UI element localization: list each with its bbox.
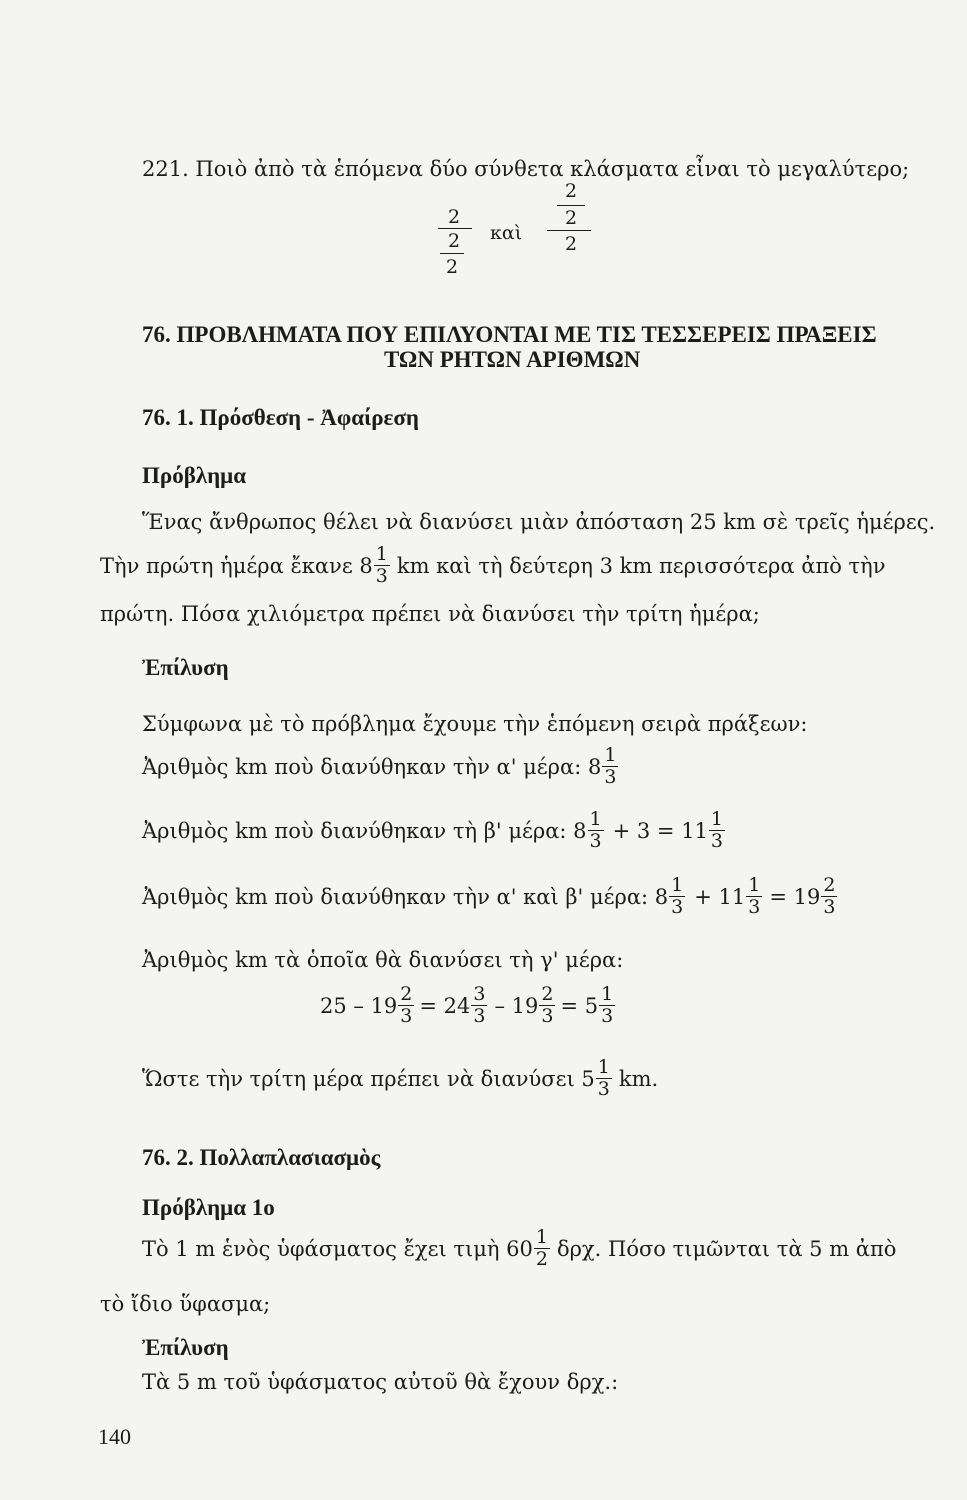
problem-label: Πρόβλημα [142, 463, 247, 488]
denominator: 3 [541, 1005, 554, 1027]
compound-fraction-right [545, 180, 593, 260]
kai-word: καὶ [490, 222, 523, 244]
fraction-one-third [602, 746, 618, 787]
denominator: 3 [597, 1078, 610, 1100]
denominator: 3 [473, 1005, 486, 1027]
problem-text-line1: Ἕνας ἄνθρωπος θέλει νὰ διανύσει μιὰν ἀπόσταση 25 km σὲ τρεῖς ἡμέρες. [142, 510, 936, 534]
fraction-one-third [709, 810, 725, 851]
section-76-title: 76. ΠΡΟΒΛΗΜΑΤΑ ΠΟΥ ΕΠΙΛΥΟΝΤΑΙ ΜΕ ΤΙΣ ΤΕΣΣΕΡΕΙΣ ΠΡΑΞΕΙΣ [142, 322, 877, 347]
denominator: 3 [601, 1005, 614, 1027]
section-76-title-line2: ΤΩΝ ΡΗΤΩΝ ΑΡΙΘΜΩΝ [384, 347, 641, 372]
denominator: 3 [589, 830, 602, 852]
eq-part-c: – 19 [494, 993, 539, 1018]
calc-line-3-text: Ἀριθμὸς km ποὺ διανύθηκαν τὴν α' καὶ β' μέρα: 8 [142, 884, 669, 909]
solution-label: Ἐπίλυση [142, 655, 229, 680]
subsection-76-1-title: 76. 1. Πρόσθεση - Ἀφαίρεση [142, 405, 419, 430]
problem-1-line2: τὸ ἴδιο ὕφασμα; [100, 1292, 271, 1316]
numerator: 1 [710, 808, 724, 830]
numerator: 1 [375, 543, 388, 565]
solution-label-2: Ἐπίλυση [142, 1335, 229, 1360]
calc-line-1 [142, 746, 619, 787]
problem-text-line3: πρώτη. Πόσα χιλιόμετρα πρέπει νὰ διανύσει τὴν τρίτη ἡμέρα; [100, 602, 760, 626]
conclusion-line [142, 1058, 658, 1099]
numerator: 1 [601, 983, 614, 1005]
frac-right-sub-bar [557, 205, 585, 206]
fraction-one-third [669, 876, 685, 917]
frac-right-num: 2 [565, 180, 578, 202]
calc-line-3-result: = 19 [769, 884, 821, 909]
subsection-76-2-title: 76. 2. Πολλαπλασιασμὸς [142, 1145, 381, 1170]
page-number: 140 [98, 1424, 131, 1449]
p2-end: km καὶ τὴ δεύτερη 3 km περισσότερα ἀπὸ τὴν [396, 553, 886, 578]
numerator: 1 [535, 1226, 548, 1248]
compound-fraction-left [434, 186, 474, 276]
frac-right-mid: 2 [565, 207, 578, 229]
eq-part-b: = 24 [419, 993, 471, 1018]
calc-line-1-text: Ἀριθμὸς km ποὺ διανύθηκαν τὴν α' μέρα: 8 [142, 754, 602, 779]
p2-start: Τὴν πρώτη ἡμέρα ἔκανε 8 [100, 553, 373, 578]
numerator: 1 [597, 1056, 610, 1078]
calc-line-3 [142, 876, 838, 917]
denominator: 3 [604, 766, 617, 788]
calc-line-3-plus: + 11 [694, 884, 746, 909]
denominator: 3 [375, 565, 388, 587]
eq-part-a: 25 – 19 [320, 993, 398, 1018]
numerator: 1 [748, 874, 761, 896]
frac-left-sub-bar [440, 253, 464, 254]
numerator: 1 [589, 808, 602, 830]
denominator: 3 [710, 830, 724, 852]
frac-right-main-bar [547, 230, 591, 231]
frac-right-den: 2 [565, 233, 578, 255]
fraction-two-thirds [821, 876, 837, 917]
numerator: 3 [473, 983, 486, 1005]
exercise-221-text: 221. Ποιὸ ἀπὸ τὰ ἑπόμενα δύο σύνθετα κλάσματα εἶναι τὸ μεγαλύτερο; [142, 157, 910, 181]
problem-1-line1 [142, 1228, 896, 1269]
fraction-one-third [599, 985, 615, 1026]
fraction-two-thirds [398, 985, 414, 1026]
numerator: 1 [604, 744, 617, 766]
frac-left-den: 2 [446, 256, 459, 278]
numerator: 2 [400, 983, 413, 1005]
solution-intro: Σύμφωνα μὲ τὸ πρόβλημα ἔχουμε τὴν ἑπόμενη σειρὰ πράξεων: [142, 712, 808, 736]
calc-line-2-sum: + 3 = 11 [612, 818, 708, 843]
calc-line-2-text: Ἀριθμὸς km ποὺ διανύθηκαν τὴ β' μέρα: 8 [142, 818, 587, 843]
problem-1-label: Πρόβλημα 1ο [142, 1195, 275, 1220]
fraction-two-thirds [539, 985, 555, 1026]
problem-1-text-b: δρχ. Πόσο τιμῶνται τὰ 5 m ἀπὸ [556, 1236, 897, 1261]
denominator: 3 [671, 896, 684, 918]
fraction-one-half [534, 1228, 550, 1269]
calc-line-2 [142, 810, 726, 851]
numerator: 2 [823, 874, 836, 896]
frac-left-num: 2 [448, 206, 461, 228]
fraction-one-third [588, 810, 604, 851]
fraction-one-third [596, 1058, 612, 1099]
fraction-one-third [374, 545, 390, 586]
frac-left-mid: 2 [448, 230, 461, 252]
conclusion-unit: km. [618, 1066, 659, 1091]
solution-2-line1: Τὰ 5 m τοῦ ὑφάσματος αὐτοῦ θὰ ἔχουν δρχ.: [142, 1370, 619, 1394]
problem-1-text-a: Τὸ 1 m ἑνὸς ὑφάσματος ἔχει τιμὴ 60 [142, 1236, 533, 1261]
denominator: 3 [748, 896, 761, 918]
problem-text-line2 [100, 545, 886, 586]
calc-line-4: Ἀριθμὸς km τὰ ὁποῖα θὰ διανύσει τὴ γ' μέρα: [142, 948, 624, 972]
fraction-one-third [746, 876, 762, 917]
fraction-three-thirds [471, 985, 487, 1026]
eq-part-d: = 5 [560, 993, 599, 1018]
numerator: 1 [671, 874, 684, 896]
frac-left-main-bar [438, 228, 472, 229]
denominator: 3 [823, 896, 836, 918]
denominator: 3 [400, 1005, 413, 1027]
calc-equation [320, 985, 616, 1026]
denominator: 2 [535, 1248, 548, 1270]
conclusion-text: Ὥστε τὴν τρίτη μέρα πρέπει νὰ διανύσει 5 [142, 1066, 595, 1091]
numerator: 2 [541, 983, 554, 1005]
